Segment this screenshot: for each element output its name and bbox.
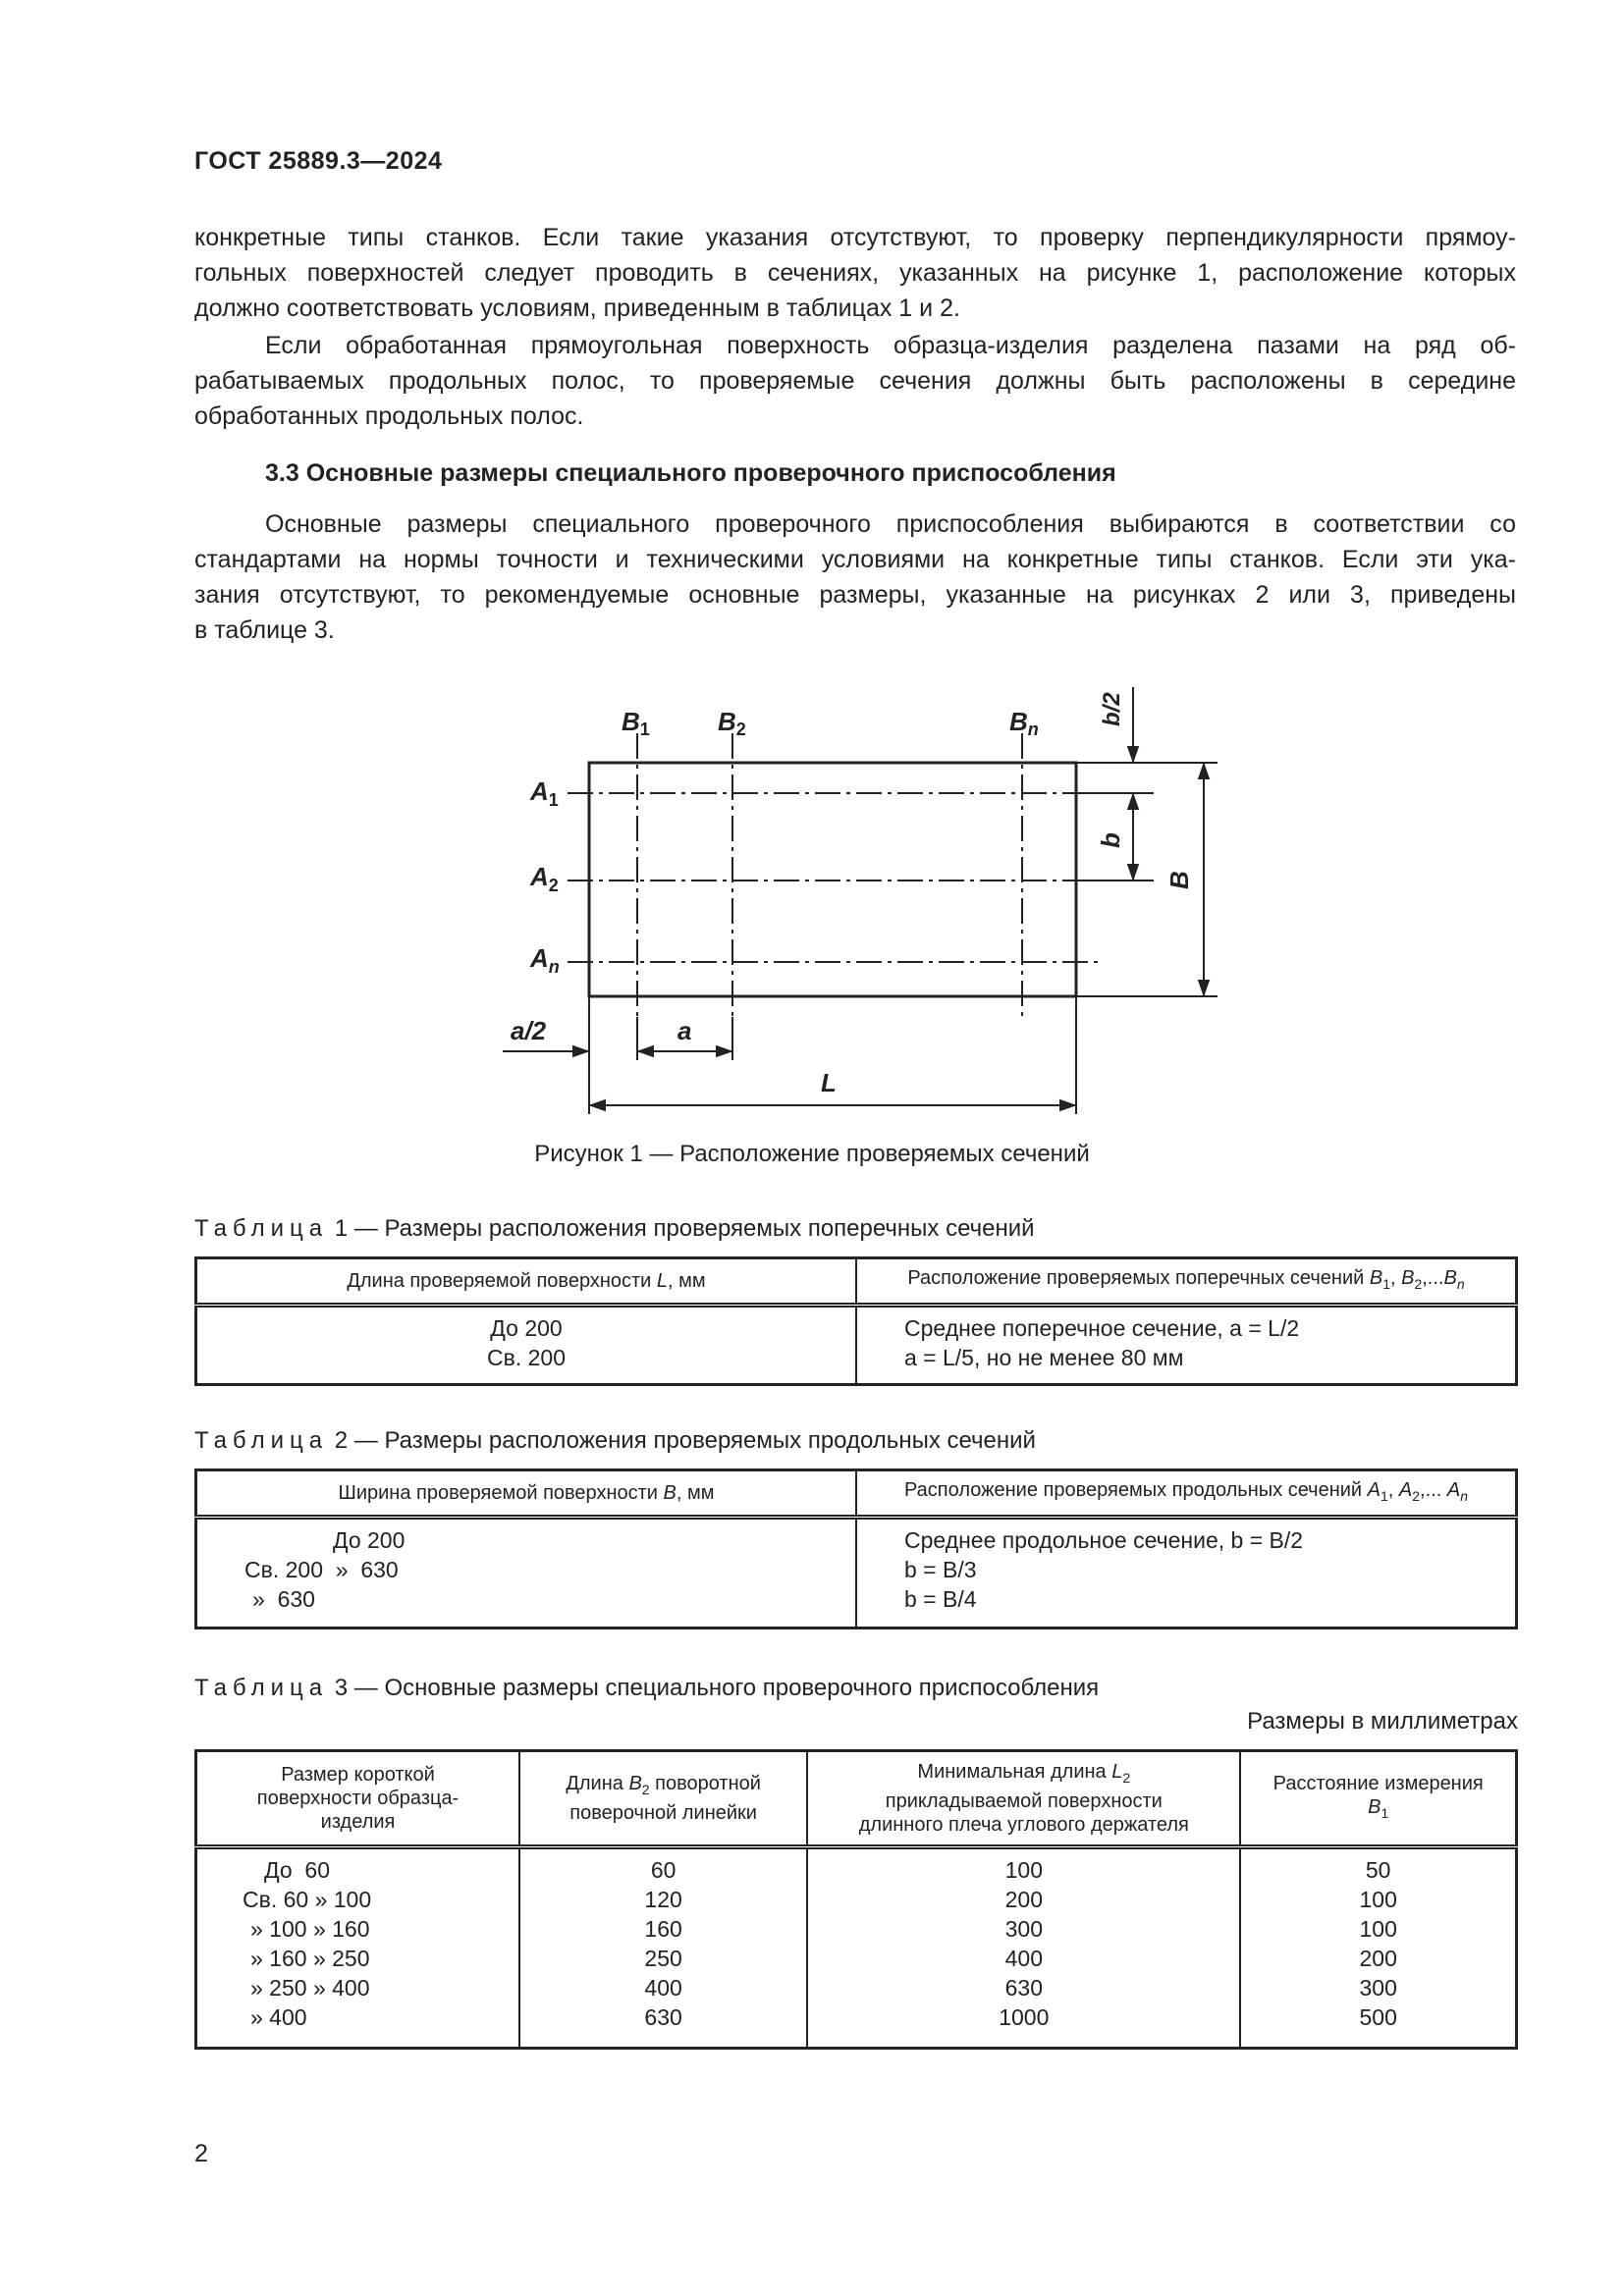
table3-header-ruler: Длина $B_2$ поворотной поверочной линейки [519, 1751, 807, 1847]
table3-value: 500 [1359, 2004, 1397, 2030]
text-line: стандартами на нормы точности и техническими условиями на конкретные типы станков. Если эти ука- [194, 546, 1516, 573]
table3-value: 100 [1359, 1916, 1397, 1942]
table3-min-length-cell [807, 1847, 1240, 2049]
table3-value: 400 [644, 1975, 682, 2001]
units-note: Размеры в миллиметрах [1247, 1708, 1518, 1735]
table1-value: a = L/5, но не менее 80 мм [904, 1345, 1184, 1370]
table1-value: До 200 [490, 1315, 563, 1341]
table2-header-width: Ширина проверяемой поверхности B, мм [196, 1470, 857, 1518]
table1-header-length: Длина проверяемой поверхности L, мм [196, 1258, 857, 1306]
table1-value: Среднее поперечное сечение, a = L/2 [904, 1315, 1300, 1341]
table3-value: 100 [1004, 1857, 1043, 1883]
table3-value: » 250 » 400 [250, 1975, 370, 2001]
label-an: $A_n$ [530, 943, 560, 977]
label-a2: $A_2$ [530, 862, 559, 895]
label-B: B [1164, 871, 1194, 889]
label-b1: B1 [622, 707, 650, 739]
table3-value: 50 [1365, 1857, 1391, 1883]
label-L: L [821, 1068, 837, 1097]
table3-value: Св. 60 » 100 [243, 1887, 372, 1912]
text-line: должно соответствовать условиям, приведенным в таблицах 1 и 2. [194, 294, 960, 322]
table3-value: 100 [1359, 1887, 1397, 1912]
table2 [194, 1468, 1518, 1629]
table3 [194, 1749, 1518, 2050]
table1-position-cell [856, 1306, 1517, 1385]
table3-value: 630 [1004, 1975, 1043, 2001]
text-line: обработанных продольных полос. [194, 402, 584, 430]
table1-header-position: Расположение проверяемых поперечных сечений $B_1$, $B_2,...B_n$ [856, 1258, 1517, 1306]
table3-value: » 400 [250, 2004, 307, 2030]
table3-value: 60 [650, 1857, 677, 1883]
label-b-half: b/2 [1099, 692, 1125, 726]
table3-header-min-length: Минимальная длина $L_2$ прикладываемой поверхности длинного плеча углового держателя [807, 1751, 1240, 1847]
table3-value: 250 [644, 1946, 682, 1971]
page-number: 2 [194, 2140, 208, 2167]
figure-caption: Рисунок 1 — Расположение проверяемых сечений [534, 1141, 1090, 1167]
table3-size-cell [196, 1847, 520, 2049]
label-a1: $A_1$ [530, 776, 559, 810]
table3-ruler-cell [519, 1847, 807, 2049]
table3-value: 120 [644, 1887, 682, 1912]
label-b2: B2 [718, 707, 746, 739]
table3-value: 200 [1004, 1887, 1043, 1912]
table3-value: 200 [1359, 1946, 1397, 1971]
text-line: рабатываемых продольных полос, то проверяемые сечения должны быть расположены в середине [194, 367, 1516, 395]
table2-position-cell [856, 1518, 1517, 1629]
table2-value: Среднее продольное сечение, b = B/2 [904, 1527, 1304, 1553]
table2-value: До 200 [333, 1527, 406, 1553]
table3-value: 630 [644, 2004, 682, 2030]
table3-header-size: Размер короткой поверхности образца- изделия [196, 1751, 520, 1847]
table1 [194, 1256, 1518, 1386]
table1-length-cell [196, 1306, 857, 1385]
table3-value: 1000 [999, 2004, 1050, 2030]
text-line: Если обработанная прямоугольная поверхность образца-изделия разделена пазами на ряд об- [265, 332, 1516, 359]
table3-value: До 60 [264, 1857, 330, 1883]
table3-value: 160 [644, 1916, 682, 1942]
table3-header-distance: Расстояние измерения $B_1$ [1240, 1751, 1516, 1847]
table3-value: » 160 » 250 [250, 1946, 370, 1971]
table1-value: Св. 200 [487, 1345, 566, 1370]
table2-value: Св. 200 » 630 [244, 1557, 399, 1582]
table3-distance-cell [1240, 1847, 1516, 2049]
text-line: конкретные типы станков. Если такие указания отсутствуют, то проверку перпендикулярности прямоу- [194, 224, 1516, 251]
section-heading: 3.3 Основные размеры специального проверочного приспособления [265, 459, 1116, 487]
table3-value: 300 [1359, 1975, 1397, 2001]
table3-value: » 100 » 160 [250, 1916, 370, 1942]
text-line: гольных поверхностей следует проводить в сечениях, указанных на рисунке 1, расположение которых [194, 259, 1516, 287]
text-line: зания отсутствуют, то рекомендуемые основные размеры, указанные на рисунках 2 или 3, приведены [194, 581, 1516, 609]
table2-caption: Таблица 2 — Размеры расположения проверяемых продольных сечений [194, 1427, 1036, 1454]
table2-value: b = B/3 [904, 1557, 977, 1582]
label-b: b [1096, 832, 1125, 848]
label-a-half: a/2 [511, 1016, 547, 1045]
text-line: Основные размеры специального проверочного приспособления выбираются в соответствии со [265, 510, 1516, 538]
standard-code: ГОСТ 25889.3—2024 [194, 147, 443, 175]
text-line: в таблице 3. [194, 616, 335, 644]
table2-value: b = B/4 [904, 1586, 977, 1612]
label-bn: Bn [1009, 707, 1039, 739]
table2-header-position: Расположение проверяемых продольных сечений $A_1$, $A_2$,... $A_n$ [856, 1470, 1517, 1518]
table3-value: 400 [1004, 1946, 1043, 1971]
table3-value: 300 [1004, 1916, 1043, 1942]
table2-width-cell [196, 1518, 857, 1629]
table2-value: » 630 [252, 1586, 315, 1612]
table1-caption: Таблица 1 — Размеры расположения проверяемых поперечных сечений [194, 1215, 1035, 1242]
table3-caption: Таблица 3 — Основные размеры специального проверочного приспособления [194, 1675, 1100, 1701]
label-a: a [677, 1016, 692, 1045]
